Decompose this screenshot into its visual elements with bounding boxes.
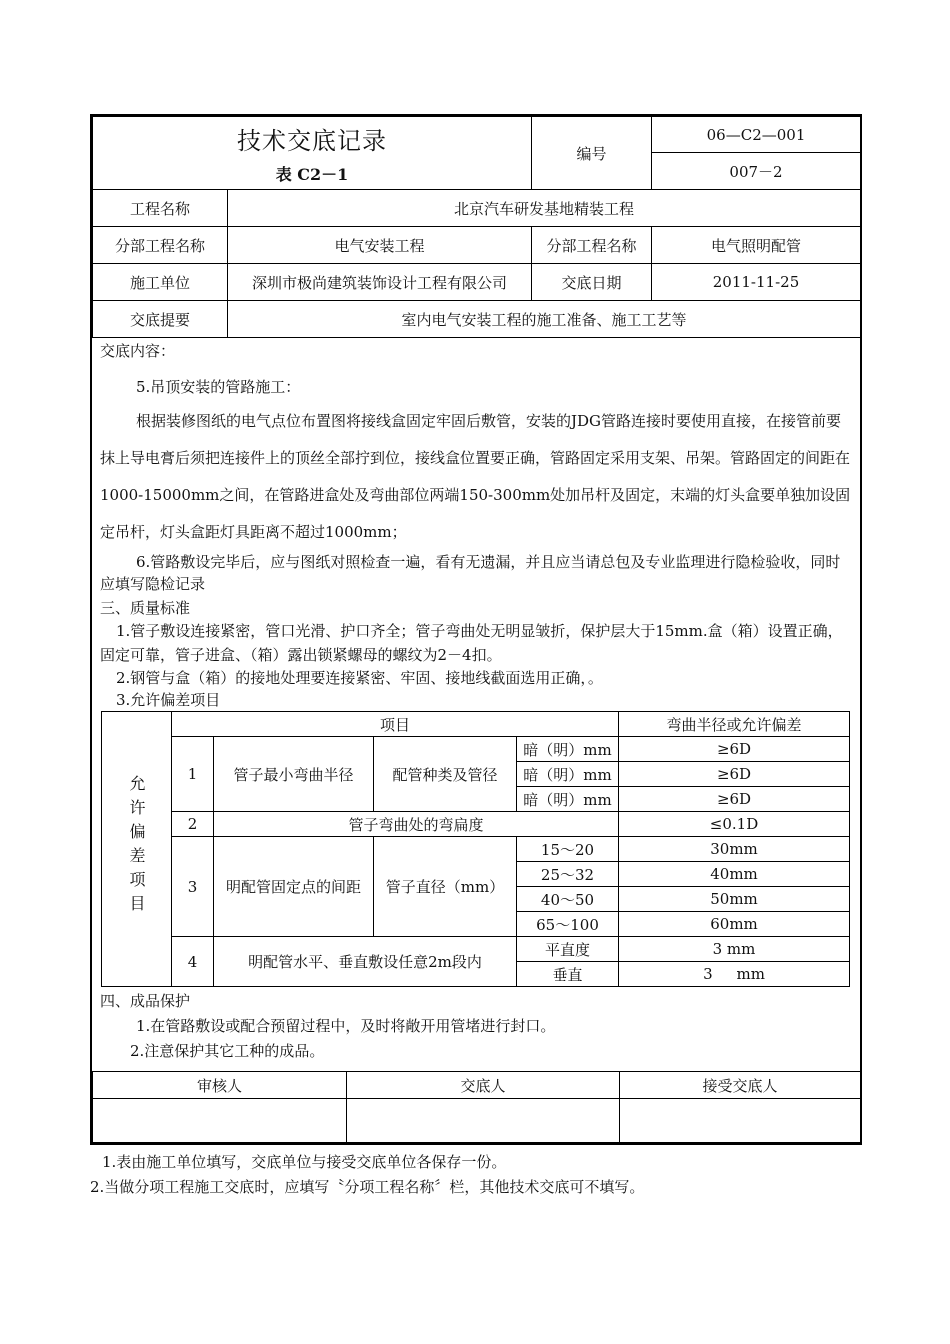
r4-val: 3 mm [619,962,850,987]
summary-label: 交底提要 [93,301,228,338]
code-value-2: 007－2 [652,153,861,190]
r4-sub: 垂直 [517,962,619,987]
r3-sub: 65～100 [517,912,619,937]
project-label: 工程名称 [93,190,228,227]
reviewer-label: 审核人 [93,1072,347,1099]
r3-sub: 15～20 [517,837,619,862]
r1-sub: 暗（明）mm [517,737,619,762]
date-value: 2011-11-25 [652,264,861,301]
quality-2: 2.钢管与盒（箱）的接地处理要连接紧密、牢固、接地线截面选用正确，。 [116,669,603,687]
tolerance-table [101,711,850,987]
note-1: 1.表由施工单位填写，交底单位与接受交底单位各保存一份。 [102,1153,507,1171]
item6: 6.管路敷设完毕后，应与图纸对照检查一遍，看有无遗漏，并且应当请总包及专业监理进行隐检验收，同时应填写隐检记录 [100,553,841,593]
receiver-signature-field[interactable] [620,1099,861,1143]
r1-sub: 暗（明）mm [517,762,619,787]
project-value: 北京汽车研发基地精装工程 [228,190,861,227]
protection-1: 1.在管路敷设或配合预留过程中，及时将敞开用管堵进行封口。 [136,1017,556,1035]
r1-type: 配管种类及管径 [374,737,517,812]
r3-sub: 25～32 [517,862,619,887]
unit-value: 深圳市极尚建筑装饰设计工程有限公司 [228,264,532,301]
item5-body: 根据装修图纸的电气点位布置图将接线盒固定牢固后敷管，安装的JDG管路连接时要使用直接，在接管前要抹上导电膏后须把连接件上的顶丝全部拧到位，接线盒位置要正确，管路固定采用支架、吊架。管路固定的间距在1000-15000mm之间，在管路进盒处及弯曲部位两端150-300mm处加吊杆及固定，末端的灯头盒要单独加设固定吊杆，灯头盒距灯具距离不超过1000mm； [100,412,851,541]
r3-no: 3 [172,837,214,937]
r1-no: 1 [172,737,214,812]
presenter-label: 交底人 [347,1072,620,1099]
technical-disclosure-form [90,114,862,1145]
sub2-label: 分部工程名称 [532,227,652,264]
r3-val: 30mm [619,837,850,862]
item5-title: 5.吊顶安装的管路施工： [136,378,301,396]
footnotes [92,1150,644,1200]
r3-name: 明配管固定点的间距 [214,837,374,937]
r2-name: 管子弯曲处的弯扁度 [214,812,619,837]
r3-sub: 40～50 [517,887,619,912]
quality-1: 1.管子敷设连接紧密，管口光滑、护口齐全；管子弯曲处无明显皱折，保护层大于15mm.盒（箱）设置正确，固定可靠，管子进盒、（箱）露出锁紧螺母的螺纹为2－4扣。 [100,622,843,664]
reviewer-signature-field[interactable] [93,1099,347,1143]
content-section [92,340,860,711]
r4-name: 明配管水平、垂直敷设任意2m段内 [214,937,517,987]
title-cell [93,117,532,190]
header-table [92,116,861,338]
protection-2: 2.注意保护其它工种的成品。 [130,1042,325,1060]
tolerance-side-label: 允许偏差项目 [102,712,172,987]
note-2: 2.当做分项工程施工交底时，应填写〝分项工程名称〞栏，其他技术交底可不填写。 [90,1178,645,1196]
date-label: 交底日期 [532,264,652,301]
r4-no: 4 [172,937,214,987]
r3-val: 50mm [619,887,850,912]
protection-section [92,989,860,1064]
r2-val: ≤0.1D [619,812,850,837]
code-value-1: 06—C2—001 [652,117,861,153]
r1-name: 管子最小弯曲半径 [214,737,374,812]
section3-heading: 三、质量标准 [100,599,191,617]
sub1-value: 电气安装工程 [228,227,532,264]
r4-val: 3 mm [619,937,850,962]
sub1-label: 分部工程名称 [93,227,228,264]
summary-value: 室内电气安装工程的施工准备、施工工艺等 [228,301,861,338]
r1-val: ≥6D [619,762,850,787]
presenter-signature-field[interactable] [347,1099,620,1143]
quality-3: 3.允许偏差项目 [116,691,221,709]
receiver-label: 接受交底人 [620,1072,861,1099]
col-value: 弯曲半径或允许偏差 [619,712,850,737]
r1-val: ≥6D [619,737,850,762]
r2-no: 2 [172,812,214,837]
r1-val: ≥6D [619,787,850,812]
content-heading: 交底内容： [100,342,176,360]
form-title: 技术交底记录 [237,127,387,155]
signature-table [92,1071,861,1143]
unit-label: 施工单位 [93,264,228,301]
code-label: 编号 [532,117,652,190]
section4-heading: 四、成品保护 [100,992,191,1010]
sub2-value: 电气照明配管 [652,227,861,264]
r3-val: 60mm [619,912,850,937]
r3-type: 管子直径（mm） [374,837,517,937]
r3-val: 40mm [619,862,850,887]
form-table-no: 表 C2－1 [275,165,349,184]
r1-sub: 暗（明）mm [517,787,619,812]
col-item: 项目 [172,712,619,737]
r4-sub: 平直度 [517,937,619,962]
